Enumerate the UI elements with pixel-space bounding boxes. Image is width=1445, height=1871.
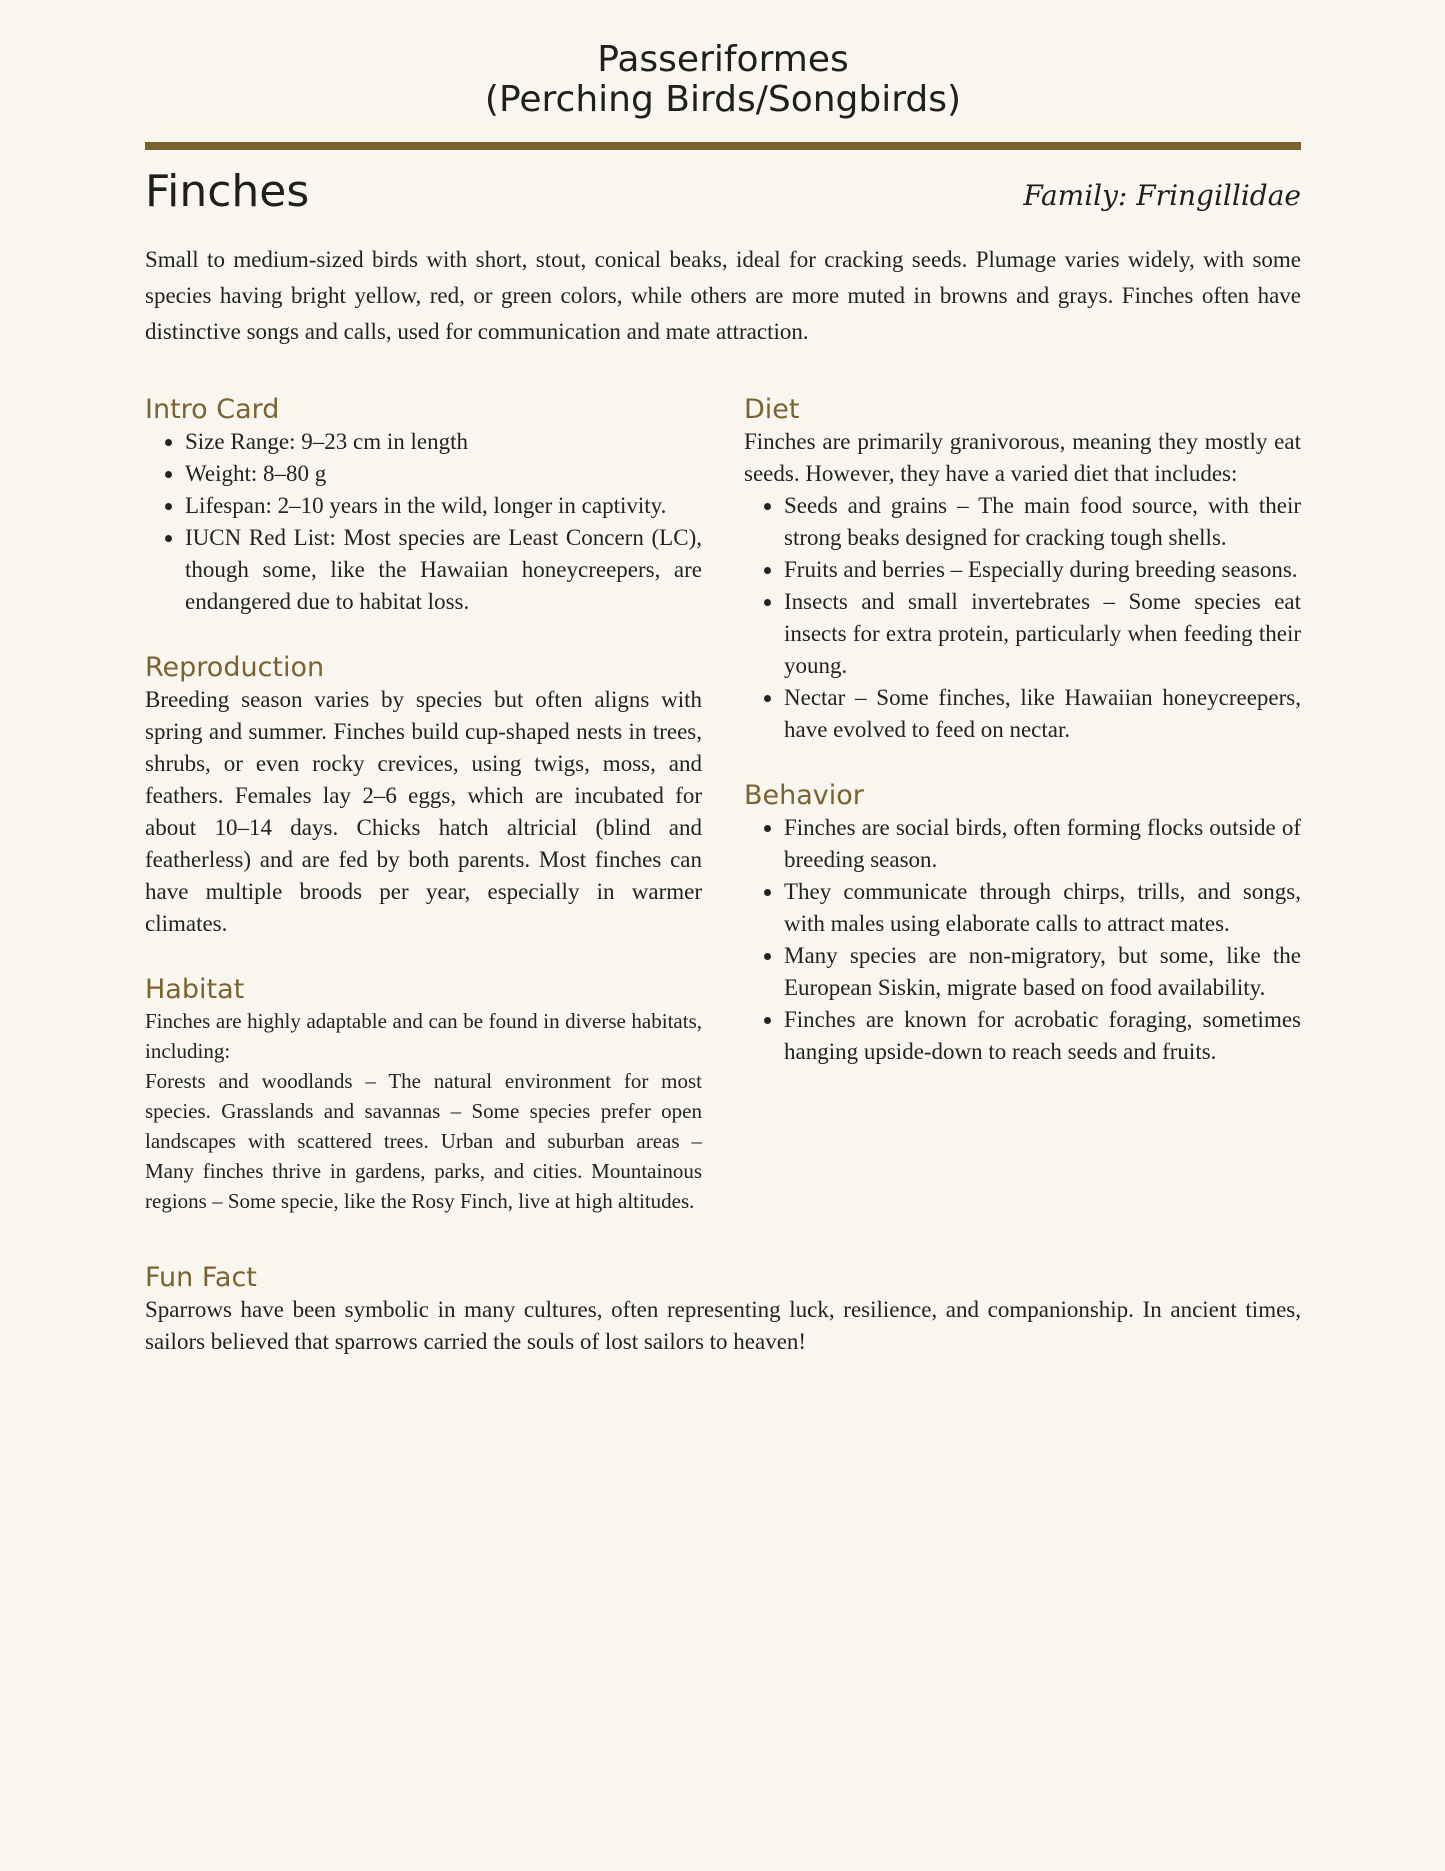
header-divider [145,142,1301,150]
behavior-section [744,780,1301,1068]
list-item: • Insects and small invertebrates – Some species eat insects for extra protein, particularly when feeding their young. [784,586,1301,682]
content-columns [145,394,1301,1250]
species-title-row [145,160,1301,218]
order-name: Passeriformes [597,39,849,80]
intro-card-list [145,426,702,618]
intro-paragraph: Small to medium-sized birds with short, stout, conical beaks, ideal for cracking seeds. Plumage varies widely, with some species having bright yellow, red, or green colors, while others are more muted in browns and grays. Finches often have distinctive songs and calls, used for communication and mate attraction. [145,247,1301,344]
fun-fact-section [145,1262,1301,1358]
fun-fact-text: Sparrows have been symbolic in many cultures, often representing luck, resilience, and companionship. In ancient times, sailors believed that sparrows carried the souls of lost sailors to heaven! [145,1297,1301,1354]
intro-card-section [145,394,702,618]
habitat-section [145,974,702,1216]
habitat-text: Forests and woodlands – The natural environment for most species. Grasslands and savannas – Some species prefer open landscapes with scattered trees. Urban and suburban areas – Many finches thrive in gardens, parks, and cities. Mountainous regions – Some specie, like the Rosy Finch, live at high altitudes. [145,1069,702,1213]
family-label: Family: Fringillidae [1023,179,1301,212]
order-common-name: (Perching Birds/Songbirds) [484,79,962,120]
habitat-heading: Habitat [145,974,245,1005]
list-item: • Seeds and grains – The main food source, with their strong beaks designed for cracking tough shells. [784,490,1301,554]
list-item: • Weight: 8–80 g [185,458,702,490]
right-column [744,394,1301,1250]
reproduction-heading: Reproduction [145,652,325,683]
list-item: • IUCN Red List: Most species are Least Concern (LC), though some, like the Hawaiian honeycreepers, are endangered due to habitat loss. [185,522,702,618]
behavior-list [744,812,1301,1068]
list-item: • Size Range: 9–23 cm in length [185,426,702,458]
diet-list [744,490,1301,746]
list-item: • They communicate through chirps, trills, and songs, with males using elaborate calls to attract mates. [784,876,1301,940]
list-item: • Finches are social birds, often forming flocks outside of breeding season. [784,812,1301,876]
list-item: • Many species are non-migratory, but some, like the European Siskin, migrate based on food availability. [784,940,1301,1004]
reproduction-text: Breeding season varies by species but often aligns with spring and summer. Finches build cup-shaped nests in trees, shrubs, or even rocky crevices, using twigs, moss, and feathers. Females lay 2–6 eggs, which are incubated for about 10–14 days. Chicks hatch altricial (blind and featherless) and are fed by both parents. Most finches can have multiple broods per year, especially in warmer climates. [145,687,702,936]
habitat-intro: Finches are highly adaptable and can be found in diverse habitats, including: [145,1009,702,1063]
fun-fact-heading: Fun Fact [145,1262,257,1293]
behavior-heading: Behavior [744,780,864,811]
reproduction-section [145,652,702,940]
left-column [145,394,702,1250]
diet-intro: Finches are primarily granivorous, meaning they mostly eat seeds. However, they have a varied diet that includes: [744,429,1301,486]
list-item: • Fruits and berries – Especially during breeding seasons. [784,554,1301,586]
species-title: Finches [145,166,310,217]
intro-card-heading: Intro Card [145,394,280,425]
order-header [145,40,1301,120]
list-item: • Finches are known for acrobatic foraging, sometimes hanging upside-down to reach seeds and fruits. [784,1004,1301,1068]
list-item: • Lifespan: 2–10 years in the wild, longer in captivity. [185,490,702,522]
list-item: • Nectar – Some finches, like Hawaiian honeycreepers, have evolved to feed on nectar. [784,682,1301,746]
document-page [145,40,1301,1392]
diet-section [744,394,1301,746]
diet-heading: Diet [744,394,800,425]
